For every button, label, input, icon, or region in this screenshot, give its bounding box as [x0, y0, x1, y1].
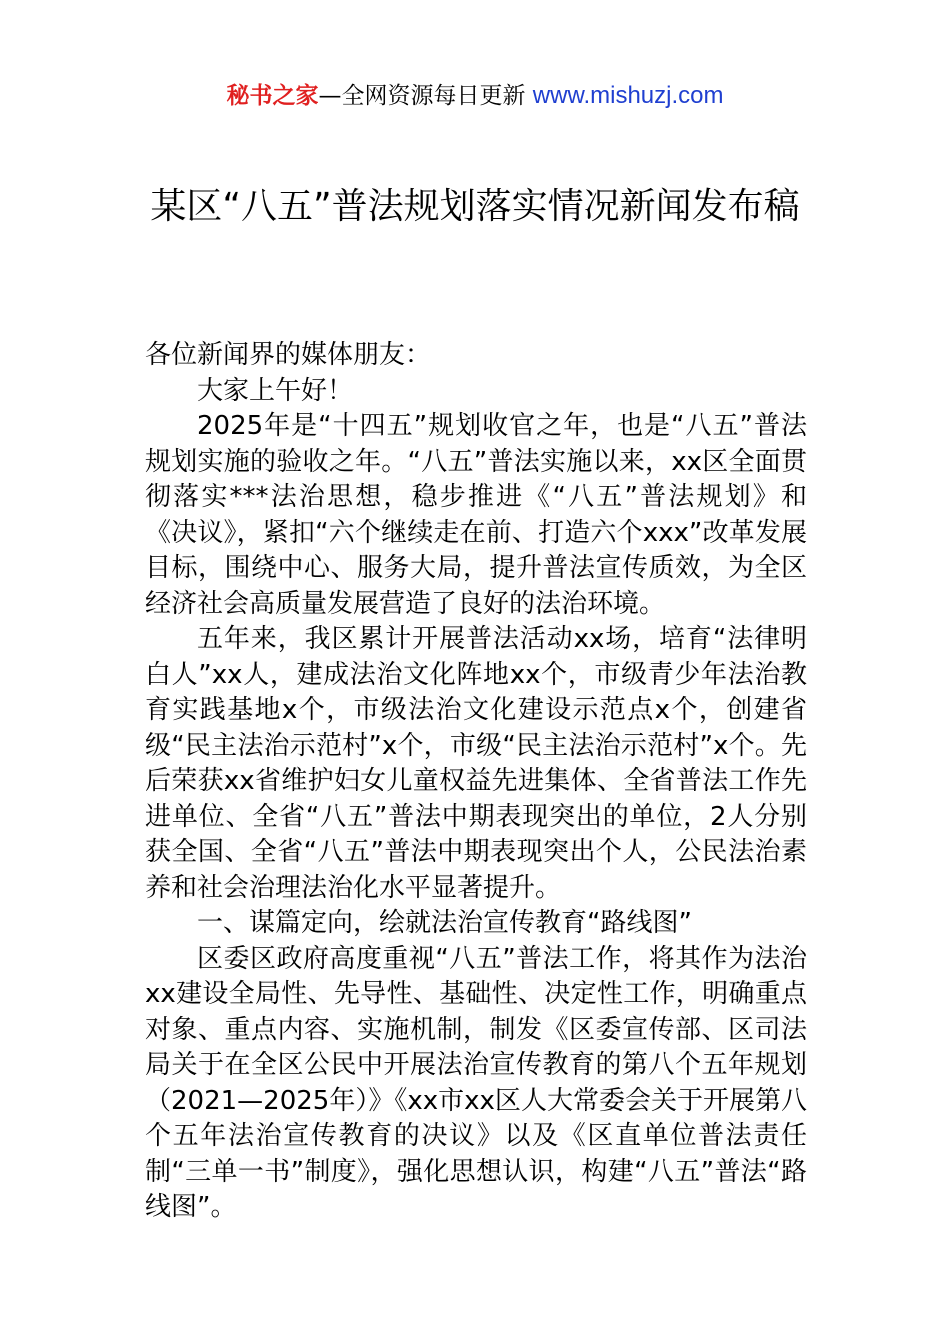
body-paragraph: 2025年是“十四五”规划收官之年，也是“八五”普法规划实施的验收之年。“八五”普法实施以来，xx区全面贯彻落实***法治思想，稳步推进《“八五”普法规划》和《决议》，紧扣“六个继续走在前、打造六个xxx”改革发展目标，围绕中心、服务大局，提升普法宣传质效，为全区经济社会高质量发展营造了良好的法治环境。: [145, 411, 807, 619]
document-title: 某区“八五”普法规划落实情况新闻发布稿: [150, 186, 800, 227]
site-url-link[interactable]: www.mishuzj.com: [532, 82, 724, 109]
section-heading: 一、谋篇定向，绘就法治宣传教育“路线图”: [197, 908, 692, 938]
document-body: [145, 338, 807, 1226]
greeting: 大家上午好！: [197, 375, 354, 406]
brand-name: 秘书之家: [226, 83, 319, 109]
header-slogan: —全网资源每日更新: [318, 83, 533, 109]
salutation: 各位新闻界的媒体朋友：: [145, 340, 432, 370]
body-paragraph: 五年来，我区累计开展普法活动xx场，培育“法律明白人”xx人，建成法治文化阵地xx个，市级青少年法治教育实践基地x个，市级法治文化建设示范点x个，创建省级“民主法治示范村”x个，市级“民主法治示范村”x个。先后荣获xx省维护妇女儿童权益先进集体、全省普法工作先进单位、全省“八五”普法中期表现突出的单位，2人分别获全国、全省“八五”普法中期表现突出个人，公民法治素养和社会治理法治化水平显著提升。: [145, 624, 807, 903]
site-header: [0, 80, 950, 112]
section-paragraph: 区委区政府高度重视“八五”普法工作，将其作为法治xx建设全局性、先导性、基础性、决定性工作，明确重点对象、重点内容、实施机制，制发《区委宣传部、区司法局关于在全区公民中开展法治宣传教育的第八个五年规划（2021—2025年）》《xx市xx区人大常委会关于开展第八个五年法治宣传教育的决议》以及《区直单位普法责任制“三单一书”制度》，强化思想认识，构建“八五”普法“路线图”。: [145, 943, 807, 1222]
